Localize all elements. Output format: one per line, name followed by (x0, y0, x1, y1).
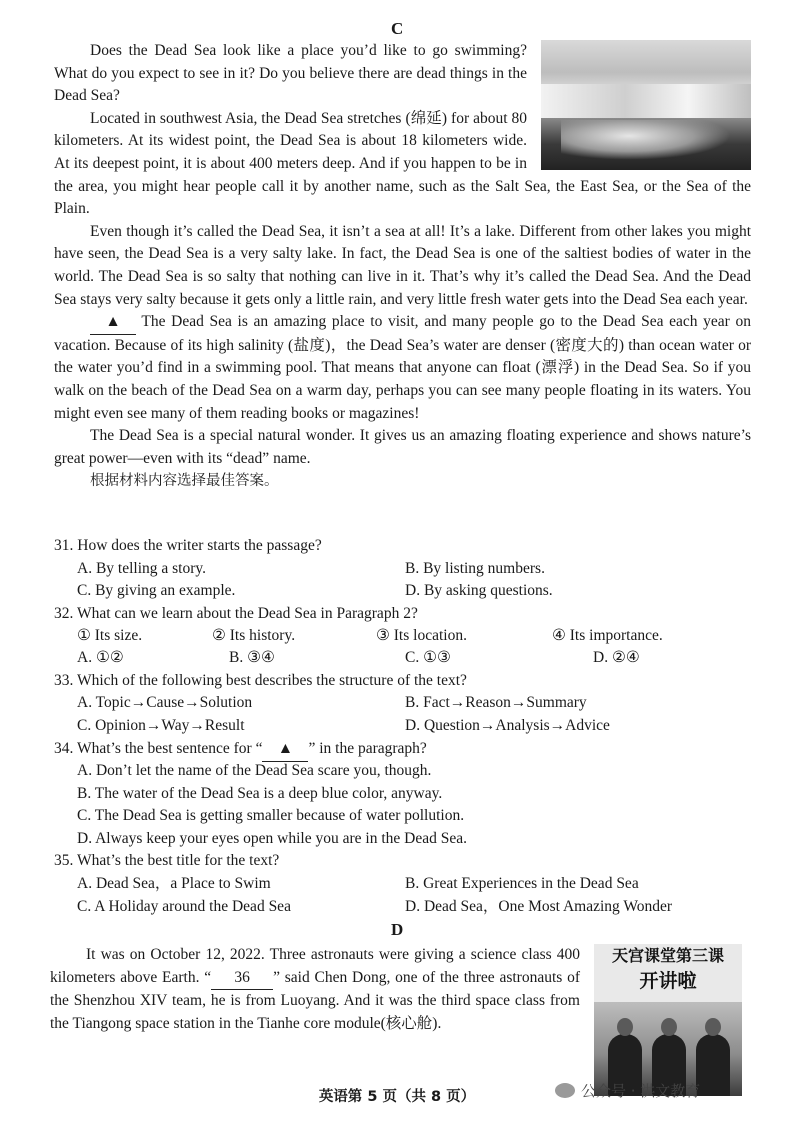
question-34-option-b: B. The water of the Dead Sea is a deep blue color, anyway. (77, 785, 443, 802)
passage-c-paragraph-4-text: The Dead Sea is an amazing place to visit, and many people go to the Dead Sea each year on vacation. Because of its high salinity (盐度)，the Dead Sea’s water are denser (密度大的) than ocean water or the water you’d find in a swimming pool. That means that anyone can float (漂浮) in the Dead Sea. So if you walk on the beach of the Dead Sea on a warm day, perhaps you can see many people floating in its waters. You might even see many of them reading books or magazines! (54, 313, 751, 422)
question-31-option-b: B. By listing numbers. (405, 560, 545, 577)
question-34-stem (54, 738, 427, 762)
question-32-option-d: D. ②④ (593, 649, 640, 666)
answer-blank-marker: ▲ (90, 311, 136, 335)
question-33-option-b: B. Fact→Reason→Summary (405, 694, 587, 711)
space-class-banner (594, 944, 742, 1002)
question-31-stem: 31. How does the writer starts the passage? (54, 537, 322, 554)
account-watermark (555, 1080, 700, 1103)
section-c-heading: C (391, 19, 404, 38)
dead-sea-photo (541, 40, 751, 170)
question-34-option-a: A. Don’t let the name of the Dead Sea scare you, though. (77, 762, 432, 779)
passage-c-paragraph-1: Does the Dead Sea look like a place you’d like to go swimming? What do you expect to see in it? Do you believe there are dead things in the Dead Sea? (54, 42, 527, 105)
question-32-option-b: B. ③④ (229, 649, 275, 666)
instruction-text: 根据材料内容选择最佳答案。 (90, 473, 279, 490)
question-32-item-3: ③ Its location. (376, 627, 467, 644)
question-31-option-a: A. By telling a story. (77, 560, 207, 577)
passage-c-paragraph-3: Even though it’s called the Dead Sea, it isn’t a sea at all! It’s a lake. Different from other lakes you might have seen, the Dead Sea is a very salty lake. In fact, the Dead Sea is one of the saltiest bodies of water in the world. The Dead Sea is so salty that nothing can live in it. That’s why it’s called the Dead Sea. And the Dead Sea stays very salty because it gets only a little rain, and very little fresh water gets into the Dead Sea each year. (54, 222, 751, 308)
passage-c-paragraph-2: Located in southwest Asia, the Dead Sea stretches (绵延) for about 80 kilometers. At its widest point, the Dead Sea is about 18 kilometers wide. At its deepest point, it is about 400 meters deep. And if you happen to be in the area, you might hear people call it by another name, such as the Salt Sea, the East Sea, or the Sea of the Plain. (54, 109, 751, 218)
passage-c-paragraph-4 (54, 311, 751, 425)
question-32-item-4: ④ Its importance. (552, 627, 663, 644)
question-34-blank: ▲ (262, 738, 308, 762)
wechat-icon (555, 1083, 575, 1098)
section-d-body (50, 944, 742, 1096)
question-35-option-d: D. Dead Sea，One Most Amazing Wonder (405, 898, 673, 915)
question-35-option-b: B. Great Experiences in the Dead Sea (405, 875, 639, 892)
question-31-option-d: D. By asking questions. (405, 582, 553, 599)
question-33-option-c: C. Opinion→Way→Result (77, 717, 245, 734)
question-32-item-2: ② Its history. (212, 627, 296, 644)
space-class-banner-line-1: 天宫课堂第三课 (611, 946, 724, 965)
page-footer: 英语第 5 页（共 8 页） (318, 1089, 476, 1105)
passage-d-paragraph-1-post: ” said Chen Dong, one of the three astronauts of the Shenzhou XIV team, he is from Luoyang. And it was the third space class from the Tiangong space station in the Tianhe core module(核心舱). (50, 968, 580, 1032)
question-35-option-a: A. Dead Sea，a Place to Swim (77, 875, 271, 892)
answer-blank-36: 36 (211, 967, 273, 991)
account-watermark-text: 公众号 · 洪文教育 (581, 1082, 701, 1100)
question-32-option-c: C. ①③ (405, 649, 451, 666)
question-34-option-c: C. The Dead Sea is getting smaller because of water pollution. (77, 807, 465, 824)
question-32-stem: 32. What can we learn about the Dead Sea in Paragraph 2? (54, 605, 418, 622)
question-34-stem-post: ” in the paragraph? (308, 740, 427, 757)
passage-d-paragraph-1-pre: It was on October 12, 2022. Three astronauts were giving a science class 400 kilometers above Earth. “ (50, 946, 580, 986)
question-34-stem-pre: 34. What’s the best sentence for “ (54, 740, 263, 757)
question-33-option-d: D. Question→Analysis→Advice (405, 717, 610, 734)
question-34-option-d: D. Always keep your eyes open while you are in the Dead Sea. (77, 830, 467, 847)
space-class-banner-line-2: 开讲啦 (639, 970, 697, 992)
question-32-option-a: A. ①② (77, 649, 124, 666)
question-33-stem: 33. Which of the following best describes the structure of the text? (54, 672, 467, 689)
question-35-stem: 35. What’s the best title for the text? (54, 852, 280, 869)
question-35-option-c: C. A Holiday around the Dead Sea (77, 898, 291, 915)
section-c-body (54, 40, 751, 493)
question-32-item-1: ① Its size. (77, 627, 143, 644)
question-33-option-a: A. Topic→Cause→Solution (77, 694, 253, 711)
passage-c-paragraph-5: The Dead Sea is a special natural wonder. It gives us an amazing floating experience and shows nature’s great power—even with its “dead” name. (54, 427, 751, 467)
section-d-heading: D (391, 920, 404, 939)
question-31-option-c: C. By giving an example. (77, 582, 236, 599)
space-class-photo (594, 944, 742, 1096)
